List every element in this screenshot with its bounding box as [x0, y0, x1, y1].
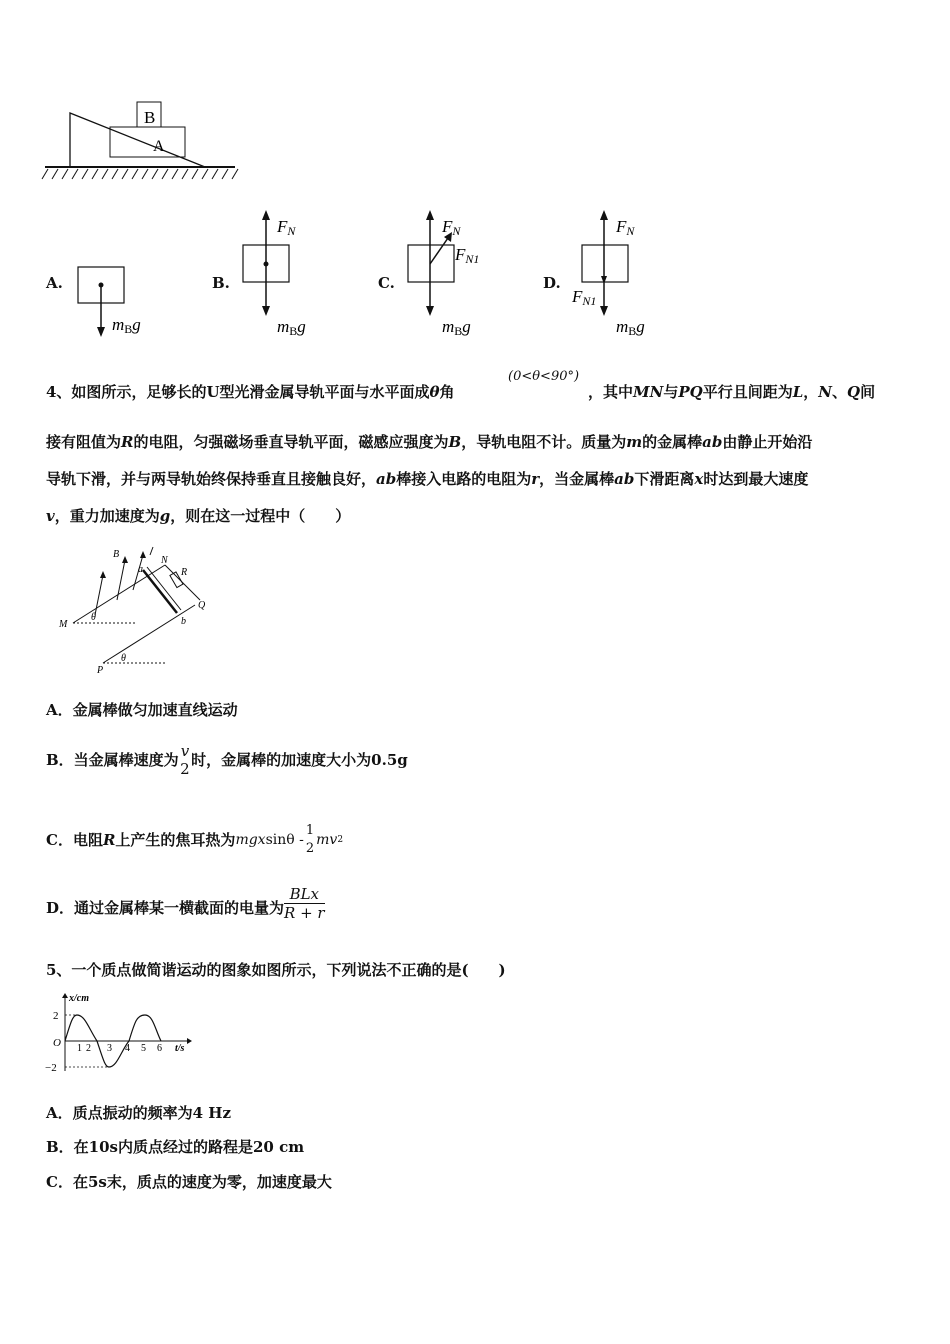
q4-option-b: B．当金属棒速度为 v 2 时，金属棒的加速度大小为0.5g — [46, 742, 408, 778]
q4-option-c: C．电阻 R 上产生的焦耳热为 mgxsinθ - 1 2 mv 2 — [46, 823, 344, 856]
q3-diagram-a — [70, 255, 160, 345]
q5-shm-graph — [45, 993, 195, 1078]
fraction-blx-over-rr: $\frac{\text{BLx}}{R + r}$ — [284, 885, 325, 922]
q4-fig-label-a: a — [138, 564, 143, 575]
x-tick-2: 2 — [86, 1043, 91, 1054]
q3-diagram-b — [235, 210, 325, 340]
q3-option-b-label: B. — [212, 274, 230, 292]
q4-fig-label-theta2: θ — [121, 653, 126, 664]
q4-rail-figure — [55, 545, 235, 675]
q4-line-1-cont: ，其中MN与PQ平行且间距为L，N、Q间 — [588, 383, 876, 401]
q4-fig-label-q: Q — [198, 600, 206, 611]
q3-diagram-c — [400, 210, 500, 340]
mbg-label-c: mBg — [442, 317, 471, 338]
q4-fig-label-b-small: b — [181, 616, 186, 627]
q4-fig-label-theta1: θ — [91, 612, 96, 623]
origin-label: O — [53, 1037, 61, 1049]
q4-fig-label-p: P — [97, 665, 104, 676]
q3-diagram-d — [570, 210, 670, 340]
q4-line-3: 导轨下滑，并与两导轨始终保持垂直且接触良好，ab棒接入电路的电阻为r，当金属棒ab下滑距离x时达到最大速度 — [46, 470, 809, 488]
x-tick-4: 4 — [125, 1043, 130, 1054]
y-tick-2: 2 — [53, 1010, 59, 1022]
y-axis-label: x/cm — [69, 993, 89, 1004]
label-a: A — [153, 138, 165, 155]
x-tick-5: 5 — [141, 1043, 146, 1054]
label-b: B — [144, 108, 156, 127]
incline-figure — [40, 95, 240, 185]
q4-fig-label-m: M — [59, 619, 68, 630]
fn-label-d: FN — [616, 217, 635, 238]
fraction-one-half: 1 2 — [305, 823, 315, 856]
q5-question: 5、一个质点做简谐运动的图象如图所示，下列说法不正确的是( ) — [46, 961, 506, 979]
q5-option-a: A．质点振动的频率为4 Hz — [46, 1104, 231, 1122]
mbg-label-d: mBg — [616, 317, 645, 338]
q4-line-2: 接有阻值为R的电阻，匀强磁场垂直导轨平面，磁感应强度为B，导轨电阻不计。质量为m的金属棒ab由静止开始沿 — [46, 433, 813, 451]
q4-option-a: A．金属棒做匀加速直线运动 — [46, 701, 238, 719]
mbg-label-a: mBg — [112, 315, 141, 336]
fn1-label-c: FN1 — [455, 245, 480, 266]
q4-fig-label-n: N — [161, 555, 168, 566]
y-tick-neg2: −2 — [45, 1062, 57, 1074]
mbg-label-b: mBg — [277, 317, 306, 338]
q4-angle-range: (0<θ<90°) — [508, 369, 580, 384]
x-tick-1: 1 — [77, 1043, 82, 1054]
q5-option-b: B．在10s内质点经过的路程是20 cm — [46, 1138, 305, 1156]
q4-line-4: v，重力加速度为g，则在这一过程中（ ） — [46, 507, 351, 525]
q3-option-a-label: A. — [46, 274, 63, 292]
x-tick-6: 6 — [157, 1043, 162, 1054]
fn1-label-d: FN1 — [572, 287, 597, 308]
x-axis-label: t/s — [175, 1043, 185, 1054]
q4-line-1: 4、如图所示，足够长的U型光滑金属导轨平面与水平面成θ角 — [46, 383, 455, 401]
q3-option-d-label: D. — [543, 274, 561, 292]
q5-option-c: C．在5s末，质点的速度为零，加速度最大 — [46, 1173, 332, 1191]
q4-option-d: D．通过金属棒某一横截面的电量为 $\frac{\text{BLx}}{R + r}$ — [46, 885, 325, 922]
q4-fig-label-b: B — [113, 549, 120, 560]
q4-fig-label-r: R — [181, 567, 188, 578]
fn-label-b: FN — [277, 217, 296, 238]
q3-option-c-label: C. — [378, 274, 395, 292]
fraction-v-over-2: v 2 — [180, 742, 190, 778]
fn-label-c: FN — [442, 217, 461, 238]
block-a-box — [110, 127, 185, 157]
x-tick-3: 3 — [107, 1043, 112, 1054]
